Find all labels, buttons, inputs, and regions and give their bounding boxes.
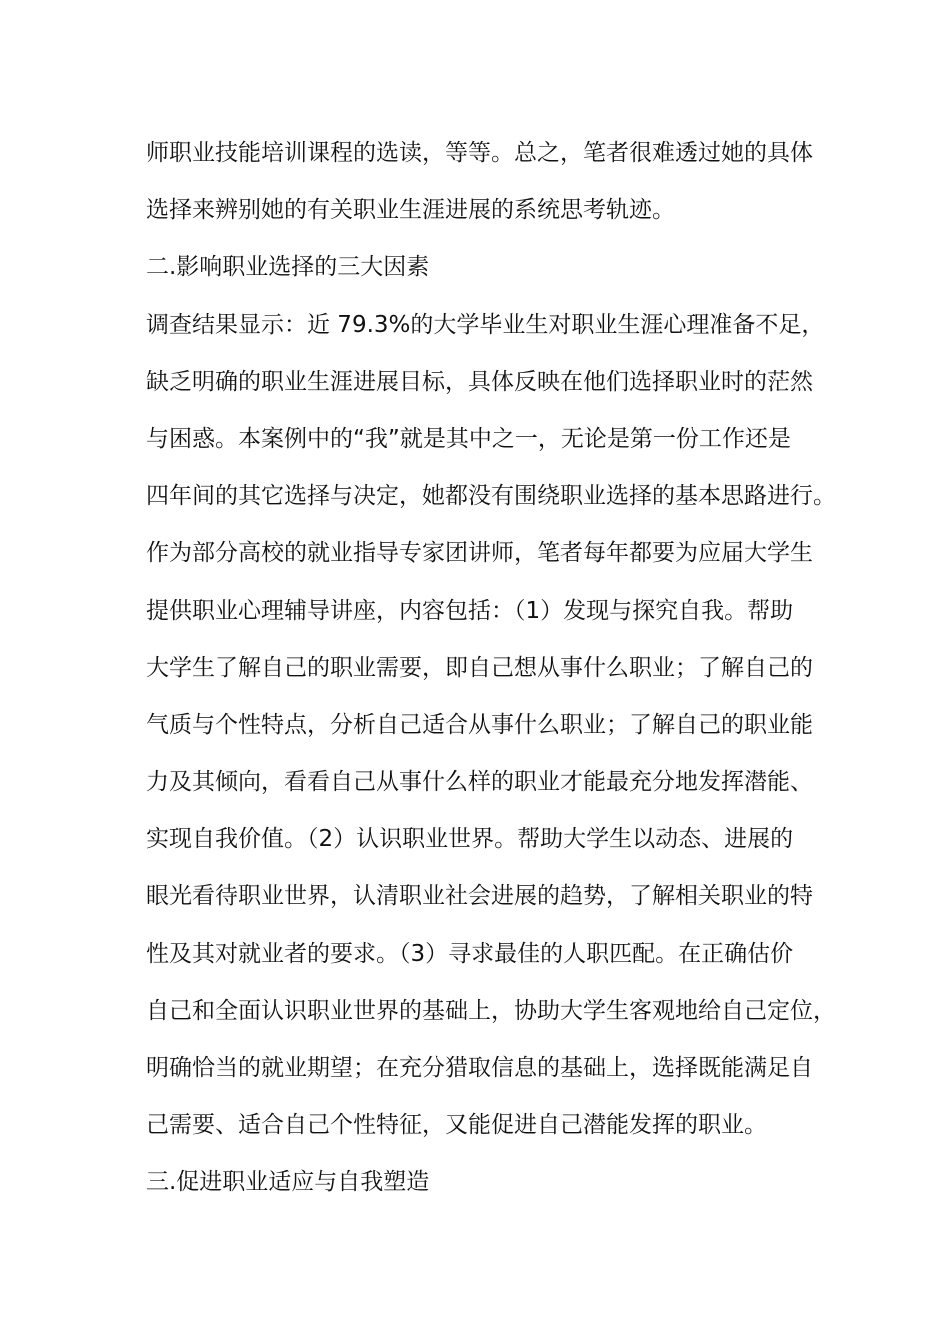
text-line: 性及其对就业者的要求。（3）寻求最佳的人职匹配。在正确估价	[146, 940, 794, 967]
section-heading: 二.影响职业选择的三大因素	[146, 254, 430, 281]
text-line: 自己和全面认识职业世界的基础上，协助大学生客观地给自己定位，	[146, 997, 836, 1024]
text-line: 力及其倾向，看看自己从事什么样的职业才能最充分地发挥潜能、	[146, 769, 813, 796]
text-line: 提供职业心理辅导讲座，内容包括：（1）发现与探究自我。帮助	[146, 597, 794, 624]
text-line: 实现自我价值。（2）认识职业世界。帮助大学生以动态、进展的	[146, 826, 794, 853]
text-line: 作为部分高校的就业指导专家团讲师，笔者每年都要为应届大学生	[146, 540, 813, 567]
body-text	[146, 125, 836, 1212]
text-line: 明确恰当的就业期望；在充分猎取信息的基础上，选择既能满足自	[146, 1055, 813, 1081]
text-line: 大学生了解自己的职业需要，即自己想从事什么职业；了解自己的	[146, 654, 813, 681]
text-line: 气质与个性特点，分析自己适合从事什么职业；了解自己的职业能	[146, 711, 813, 738]
text-line: 眼光看待职业世界，认清职业社会进展的趋势，了解相关职业的特	[146, 883, 813, 910]
text-line: 调查结果显示：近 79.3%的大学毕业生对职业生涯心理准备不足，	[146, 311, 825, 338]
text-line: 缺乏明确的职业生涯进展目标，具体反映在他们选择职业时的茫然	[146, 368, 813, 395]
text-line: 选择来辨别她的有关职业生涯进展的系统思考轨迹。	[146, 197, 675, 224]
text-line: 己需要、适合自己个性特征，又能促进自己潜能发挥的职业。	[146, 1112, 767, 1139]
text-line: 与困惑。本案例中的“我”就是其中之一，无论是第一份工作还是	[146, 425, 791, 452]
text-line: 师职业技能培训课程的选读，等等。总之，笔者很难透过她的具体	[146, 140, 813, 166]
text-line: 四年间的其它选择与决定，她都没有围绕职业选择的基本思路进行。	[146, 483, 836, 510]
section-heading: 三.促进职业适应与自我塑造	[146, 1169, 430, 1196]
